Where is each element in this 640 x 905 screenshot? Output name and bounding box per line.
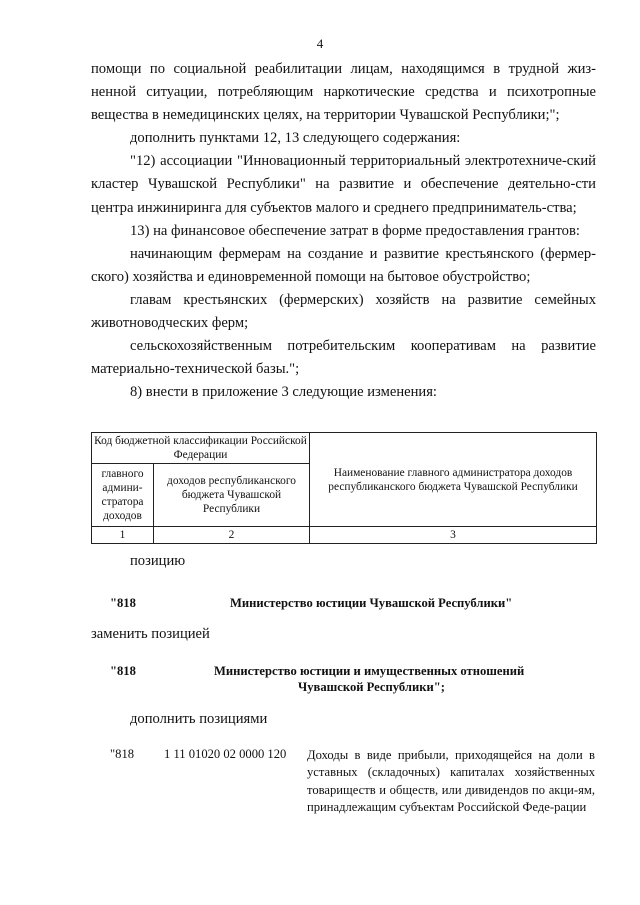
paragraph-4: 13) на финансовое обеспечение затрат в форме предоставления грантов:: [130, 222, 580, 239]
table-col2-header: доходов республиканского бюджета Чувашской Республики: [154, 464, 310, 527]
table-col-number-3: 3: [310, 527, 597, 544]
table-col3-header: Наименование главного администратора доходов республиканского бюджета Чувашской Республики: [310, 433, 597, 527]
entry3-code: "818: [110, 747, 135, 761]
paragraph-2: дополнить пунктами 12, 13 следующего содержания:: [130, 130, 461, 147]
entry3-description: Доходы в виде прибыли, приходящейся на доли в уставных (складочных) капиталах хозяйственных товариществ и обществ, или дивидендов по акци-ям, принадлежащим субъектам Российской Феде-рации: [307, 748, 595, 815]
paragraph-5: начинающим фермерам на создание и развитие крестьянского (фермер-ского) хозяйства и единовременной помощи на бытовое обустройство;: [91, 245, 596, 285]
entry1-name: Министерство юстиции Чувашской Республики": [230, 596, 513, 610]
label-position: позицию: [130, 553, 186, 569]
paragraph-3: "12) ассоциации "Инновационный территориальный электротехниче-ский кластер Чувашской Республики" на развитие и обеспечение деятельно-сти центра инжиниринга для субъектов малого и среднего предприниматель-ства;: [91, 153, 596, 216]
entry2-name-line1: Министерство юстиции и имущественных отношений: [214, 664, 525, 678]
paragraph-6: главам крестьянских (фермерских) хозяйств на развитие семейных животноводческих ферм;: [91, 291, 596, 332]
table-col1-header: главного админи-стратора доходов: [92, 464, 154, 527]
entry2-code: "818: [110, 664, 136, 678]
budget-code-table: [91, 432, 597, 544]
entry3-kbk: 1 11 01020 02 0000 120: [164, 747, 287, 761]
label-add: дополнить позициями: [130, 711, 268, 727]
page-number: 4: [316, 36, 324, 51]
table-group-header: Код бюджетной классификации Российской Федерации: [92, 433, 310, 464]
table-col-number-1: 1: [92, 527, 154, 544]
label-replace: заменить позицией: [91, 626, 210, 642]
entry1-code: "818: [110, 596, 136, 610]
table-col-number-2: 2: [154, 527, 310, 544]
body-text: [91, 58, 596, 404]
paragraph-8: 8) внести в приложение 3 следующие изменения:: [130, 384, 437, 401]
entry2-name-line2: Чувашской Республики";: [298, 680, 445, 694]
paragraph-7: сельскохозяйственным потребительским кооперативам на развитие материально-технической базы.";: [91, 338, 596, 378]
paragraph-1: помощи по социальной реабилитации лицам, находящимся в трудной жиз-ненной ситуации, потребляющим наркотические средства и психотропные вещества в немедицинских целях, на территории Чувашской Республики;";: [91, 61, 596, 124]
